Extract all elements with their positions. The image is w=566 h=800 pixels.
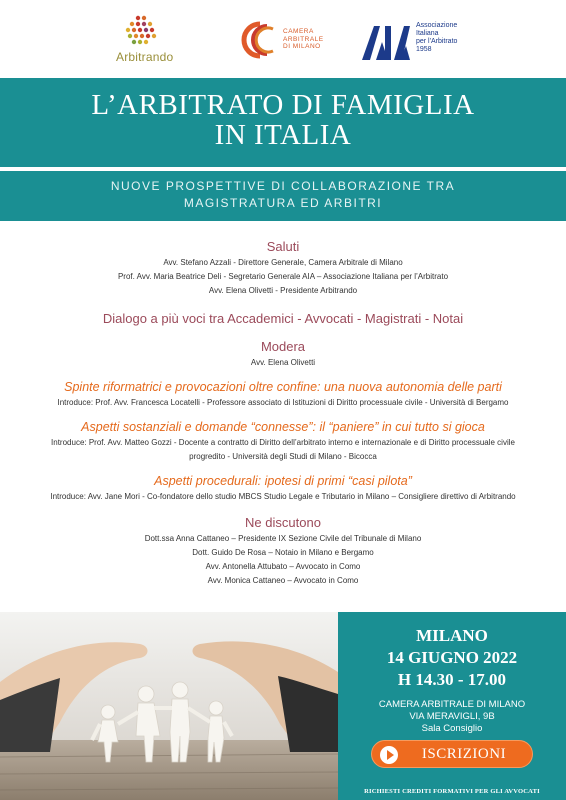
arbitrando-logo xyxy=(112,14,182,66)
discutono-line: Dott. Guido De Rosa – Notaio in Milano e Bergamo xyxy=(192,548,374,557)
iscrizioni-button-label: ISCRIZIONI xyxy=(421,746,507,762)
camera-arbitrale-mark-icon xyxy=(240,20,280,60)
event-info-box xyxy=(338,612,566,800)
arbitrando-dots-icon xyxy=(124,14,160,50)
event-time: H 14.30 - 17.00 xyxy=(397,670,507,689)
event-room: Sala Consiglio xyxy=(421,723,483,734)
page-subtitle: NUOVE PROSPETTIVE DI COLLABORAZIONE TRA MAGISTRATURA ED ARBITRI xyxy=(110,179,456,210)
iscrizioni-button[interactable] xyxy=(371,740,533,768)
talk3-title: Aspetti procedurali: ipotesi di primi “casi pilota” xyxy=(154,474,412,488)
saluti-line: Prof. Avv. Maria Beatrice Deli - Segretario Generale AIA – Associazione Italiana per l’Arbitrato xyxy=(117,272,449,281)
talk1-title: Spinte riformatrici e provocazioni oltre confine: una nuova autonomia delle parti xyxy=(64,380,502,394)
saluti-heading: Saluti xyxy=(266,239,300,254)
play-arrow-icon xyxy=(380,746,398,764)
saluti-line: Avv. Elena Olivetti - Presidente Arbitrando xyxy=(208,286,358,295)
modera-heading: Modera xyxy=(260,339,306,354)
talk2-intro: Introduce: Prof. Avv. Matteo Gozzi - Docente a contratto di Diritto dell’arbitrato interno e internazionale e di Diritto processuale civile xyxy=(51,438,515,447)
talk3-intro: Introduce: Avv. Jane Mori - Co-fondatore dello studio MBCS Studio Legale e Tributario in Milano – Consigliere direttivo di Arbitrando xyxy=(50,492,516,501)
discutono-line: Avv. Antonella Attubato – Avvocato in Como xyxy=(205,562,361,571)
aia-text: Associazione Italiana per l'Arbitrato 1958 xyxy=(416,22,458,53)
camera-arbitrale-logo xyxy=(240,20,330,60)
page-title: L’ARBITRATO DI FAMIGLIA IN ITALIA xyxy=(91,89,475,151)
saluti-line: Avv. Stefano Azzali - Direttore Generale, Camera Arbitrale di Milano xyxy=(163,258,403,267)
credits-note: RICHIESTI CREDITI FORMATIVI PER GLI AVVOCATI xyxy=(364,788,540,795)
aia-mark-icon xyxy=(360,22,412,62)
family-hands-illustration xyxy=(0,612,338,800)
discutono-line: Avv. Monica Cattaneo – Avvocato in Como xyxy=(207,576,359,585)
talk2-title: Aspetti sostanziali e domande “connesse”: il “paniere” in cui tutto si gioca xyxy=(81,420,485,434)
event-date: 14 GIUGNO 2022 xyxy=(386,648,518,667)
talk2-intro: progredito - Università degli Studi di Milano - Bicocca xyxy=(189,452,377,461)
dialogo-heading: Dialogo a più voci tra Accademici - Avvocati - Magistrati - Notai xyxy=(102,311,464,326)
event-venue: CAMERA ARBITRALE DI MILANO xyxy=(378,699,526,710)
talk1-intro: Introduce: Prof. Avv. Francesca Locatelli - Professore associato di Istituzioni di Diritto processuale civile - Università di Bergamo xyxy=(57,398,509,407)
camera-arbitrale-text: CAMERA ARBITRALE DI MILANO xyxy=(283,28,324,50)
discutono-line: Dott.ssa Anna Cattaneo – Presidente IX Sezione Civile del Tribunale di Milano xyxy=(144,534,422,543)
discutono-heading: Ne discutono xyxy=(245,515,321,530)
modera-name: Avv. Elena Olivetti xyxy=(250,358,316,367)
family-hands-photo xyxy=(0,612,338,800)
program xyxy=(0,238,566,588)
event-address: VIA MERAVIGLI, 9B xyxy=(409,711,495,722)
logo-bar xyxy=(0,0,566,78)
arbitrando-logo-text: Arbitrando xyxy=(116,50,174,64)
subtitle-band xyxy=(0,171,566,221)
title-band xyxy=(0,78,566,167)
aia-logo xyxy=(360,22,480,66)
event-city: MILANO xyxy=(416,626,488,645)
